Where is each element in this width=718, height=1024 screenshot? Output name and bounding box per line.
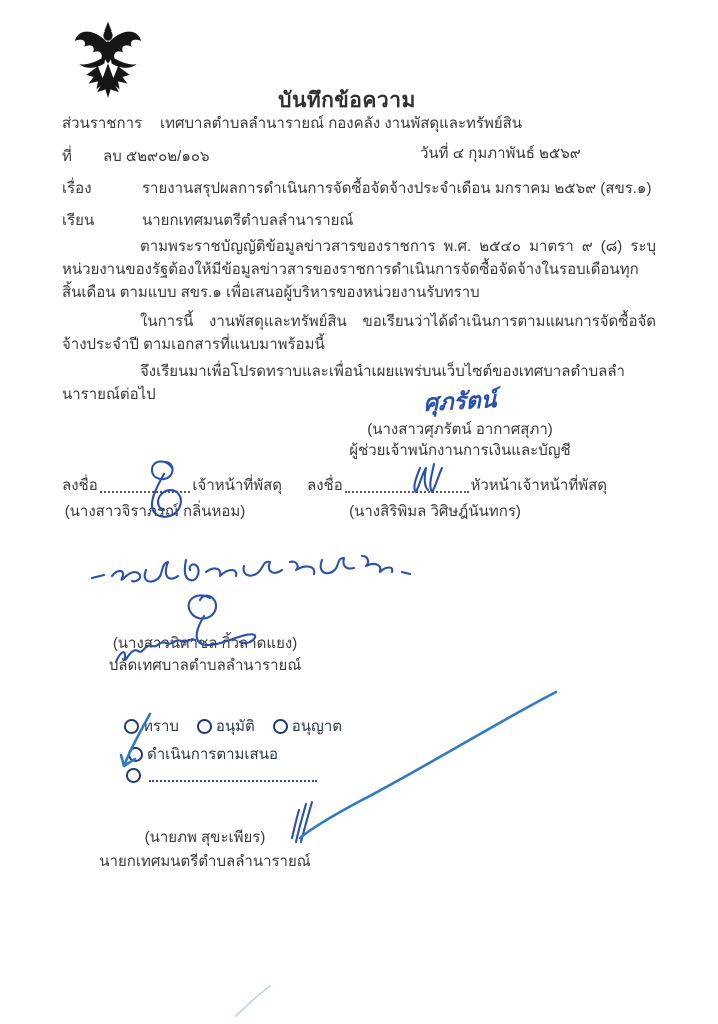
- body-paragraph-3: จึงเรียนมาเพื่อโปรดทราบและเพื่อนำเผยแพร่บนเว็บไซต์ของเทศบาลตำบลลำนารายณ์ต่อไป: [62, 363, 625, 403]
- approval-blank-row: [126, 768, 317, 783]
- approval-option-acknowledge: ทราบ: [143, 718, 179, 735]
- sign-role-left: เจ้าหน้าที่พัสดุ: [192, 477, 282, 494]
- doc-no-label: ที่: [62, 148, 72, 165]
- agency-value: เทศบาลตำบลลำนารายณ์ กองคลัง งานพัสดุและทรัพย์สิน: [160, 115, 523, 132]
- radio-circle-icon: [273, 719, 288, 734]
- dotted-leader: [100, 477, 191, 493]
- body-paragraph-1: ตามพระราชบัญญัติข้อมูลข่าวสารของราชการ พ.ศ. ๒๕๔๐ มาตรา ๙ (๘) ระบุหน่วยงานของรัฐต้องให้มีข้อมูลข่าวสารของราชการดำเนินการจัดซื้อจัดจ้างในรอบเดือนทุกสิ้นเดือน ตามแบบ สขร.๑ เพื่อเสนอผู้บริหารของหน่วยงานรับทราบ: [62, 238, 656, 301]
- sign-name-left: (นางสาวจิราภรณ์ กลิ่นหอม): [64, 503, 246, 520]
- doc-date: [420, 142, 581, 165]
- stray-ink-stroke: [236, 986, 270, 1016]
- sign-line-right: [307, 474, 607, 497]
- mayor-name: (นายภพ สุขะเพียร): [144, 829, 266, 846]
- clerk-position: ปลัดเทศบาลตำบลลำนารายณ์: [108, 657, 302, 674]
- handwritten-note-stroke: [92, 556, 410, 582]
- sign-name-right: (นางสิริพิมล วิศิษฎ์นันทกร): [349, 503, 521, 520]
- sign-label-right: ลงชื่อ: [307, 477, 343, 494]
- agency-label: ส่วนราชการ: [62, 115, 143, 132]
- radio-circle-icon: [126, 768, 141, 783]
- to-label: เรียน: [62, 212, 95, 229]
- to-value: นายกเทศมนตรีตำบลลำนารายณ์: [142, 212, 354, 229]
- sign-label-left: ลงชื่อ: [62, 477, 98, 494]
- finance-officer-signature: ศุภรัตน์: [422, 386, 497, 416]
- sign-line-left: [62, 474, 282, 497]
- body-paragraph-2: ในการนี้ งานพัสดุและทรัพย์สิน ขอเรียนว่าได้ดำเนินการตามแผนการจัดซื้อจัดจ้างประจำปี ตามเอกสารที่แนบมาพร้อมนี้: [62, 313, 656, 353]
- approval-options-row: [124, 714, 342, 738]
- approval-option-permit: อนุญาต: [291, 718, 343, 735]
- doc-title: บันทึกข้อความ: [278, 89, 416, 112]
- radio-circle-icon: [128, 747, 143, 762]
- subject-label: เรื่อง: [62, 180, 92, 197]
- date-label: วันที่: [420, 145, 449, 162]
- approval-option-approve: อนุมัติ: [215, 718, 255, 735]
- approval-action-row: [128, 742, 278, 766]
- dotted-leader: [345, 477, 469, 493]
- clerk-name: (นางสาวนิศาชล กิ้วลาดแยง): [112, 635, 298, 652]
- sign-role-right: หัวหน้าเจ้าหน้าที่พัสดุ: [470, 477, 607, 494]
- doc-no-value: ลบ ๕๒๙๐๒/๑๐๖: [103, 148, 210, 165]
- radio-circle-icon: [197, 719, 212, 734]
- blank-dotted-line: [149, 770, 317, 782]
- approval-action-label: ดำเนินการตามเสนอ: [147, 746, 278, 763]
- mayor-position: นายกเทศมนตรีตำบลลำนารายณ์: [99, 853, 311, 870]
- finance-officer-position: ผู้ช่วยเจ้าพนักงานการเงินและบัญชี: [349, 442, 571, 459]
- finance-officer-name: (นางสาวศุภรัตน์ อากาศสุภา): [367, 421, 553, 438]
- subject-value: รายงานสรุปผลการดำเนินการจัดซื้อจัดจ้างประจำเดือน มกราคม ๒๕๖๙ (สขร.๑): [142, 180, 652, 197]
- radio-circle-icon: [124, 719, 139, 734]
- date-value: ๔ กุมภาพันธ์ ๒๕๖๙: [452, 145, 581, 162]
